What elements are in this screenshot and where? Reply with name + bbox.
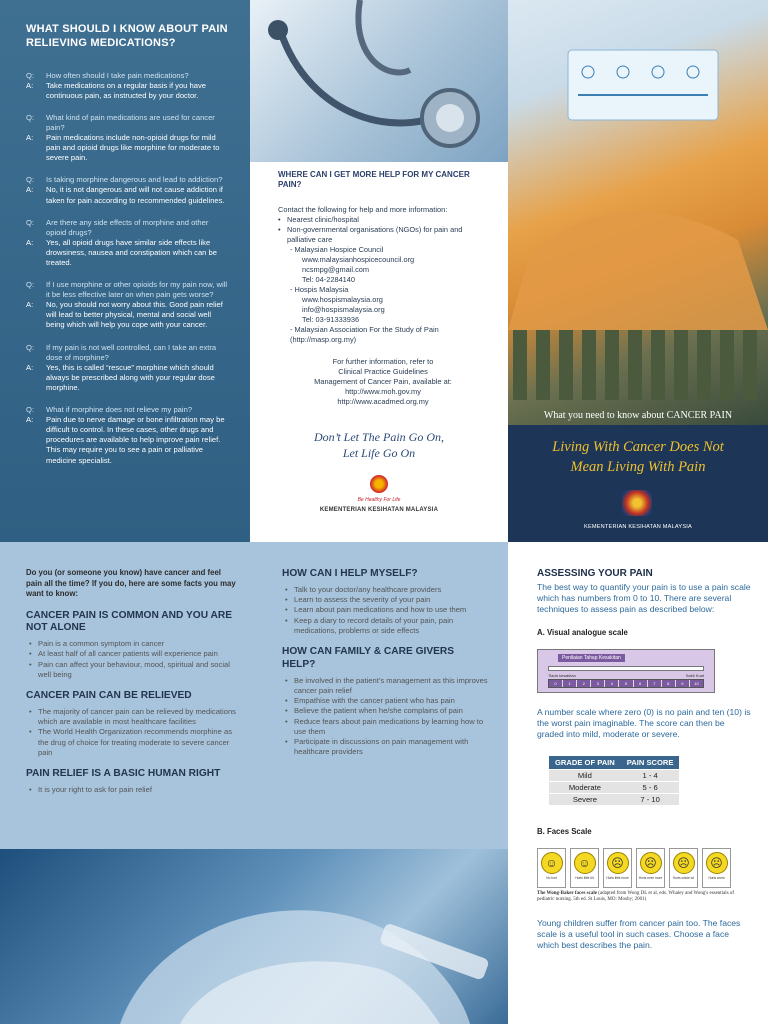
faq-title: WHAT SHOULD I KNOW ABOUT PAIN RELIEVING MEDICATIONS? (26, 23, 228, 50)
answer-text: No, you should not worry about this. Good pain relief will lead to better physical, mental and social well being which will help you cope with your cancer. (46, 300, 223, 330)
face-label: Hurts worst (708, 876, 725, 881)
table-header: PAIN SCORE (621, 756, 680, 770)
acadmed-link[interactable]: http://www.acadmed.org.my (337, 396, 429, 406)
help-bullet: • Nearest clinic/hospital (278, 215, 488, 225)
info-column-left (26, 568, 236, 805)
pain-scale-photo-icon (508, 0, 768, 425)
list-item: • At least half of all cancer patients will experience pain (26, 649, 236, 659)
question-row (26, 343, 228, 363)
ngo-link[interactable]: www.hospismalaysia.org (302, 294, 383, 304)
answer-row (26, 81, 228, 101)
question-row (26, 280, 228, 300)
question-row (26, 71, 228, 81)
question-tag: Q: (26, 405, 35, 415)
answer-text: No, it is not dangerous and will not cause addiction if taken for pain according to recommended guidelines. (46, 185, 225, 205)
holding-hands-icon (0, 849, 508, 1024)
answer-row (26, 363, 228, 393)
pain-grade-table (549, 756, 679, 805)
answer-tag: A: (26, 362, 34, 372)
list-item: • It is your right to ask for pain relief (26, 785, 236, 795)
visual-analogue-scale (537, 649, 715, 693)
info-intro: Do you (or someone you know) have cancer and feel pain all the time? If you do, here are some facts you may want to know: (26, 568, 236, 599)
section-heading: HOW CAN FAMILY & CARE GIVERS HELP? (282, 646, 455, 670)
answer-tag: A: (26, 80, 34, 90)
section-list (282, 676, 490, 758)
section-list (282, 585, 490, 636)
info-column-right (282, 568, 490, 768)
crest-icon (622, 490, 652, 516)
list-item: • Believe the patient when he/she complains of pain (282, 706, 490, 716)
help-list (278, 215, 488, 245)
faces-heading: B. Faces Scale (537, 827, 592, 837)
question-text: If I use morphine or other opioids for my pain now, will it be less effective later on when pain gets worse? (46, 280, 228, 300)
faq-list (26, 71, 228, 466)
answer-tag: A: (26, 133, 34, 143)
list-item: • Learn about pain medications and how to use them (282, 605, 490, 615)
ngo-phone: Tel: 04-2284140 (302, 274, 356, 284)
ngo-name: - Hospis Malaysia (290, 284, 349, 294)
table-cell: Mild (549, 770, 621, 782)
help-intro: Contact the following for help and more information: (278, 204, 448, 214)
question-text: If my pain is not well controlled, can I take an extra dose of morphine? (46, 342, 217, 362)
question-tag: Q: (26, 342, 35, 352)
further-line: For further information, refer to (332, 356, 434, 366)
answer-text: Yes, all opioid drugs have similar side effects like drowsiness, nausea and constipation which can be treated. (46, 237, 217, 267)
ngo-list (278, 245, 488, 345)
face-item (636, 848, 665, 888)
section-heading: HOW CAN I HELP MYSELF? (282, 568, 418, 579)
faces-scale (537, 848, 751, 888)
vas-number: 5 (619, 680, 633, 687)
assessment-panel (508, 542, 768, 1024)
section-heading: CANCER PAIN IS COMMON AND YOU ARE NOT ALONE (26, 609, 233, 634)
cover-ministry: KEMENTERIAN KESIHATAN MALAYSIA (584, 524, 692, 530)
children-text: Young children suffer from cancer pain too. The faces scale is a useful tool in such cases. Choose a face which best describes the pain. (537, 917, 741, 950)
question-row (26, 113, 228, 133)
vas-number: 1 (563, 680, 577, 687)
list-item: • Participate in discussions on pain management with healthcare providers (282, 737, 490, 758)
question-text: Is taking morphine dangerous and lead to addiction? (46, 175, 223, 185)
info-panel (0, 542, 508, 849)
list-item: • Pain can affect your behaviour, mood, spiritual and social well being (26, 660, 236, 681)
face-icon: ☺ (574, 852, 596, 874)
question-tag: Q: (26, 112, 35, 122)
question-text: How often should I take pain medications? (46, 70, 189, 80)
section-list (26, 707, 236, 758)
vas-number-row (548, 679, 704, 688)
section-list (26, 639, 236, 680)
list-item: • Talk to your doctor/any healthcare providers (282, 585, 490, 595)
assessment-title: ASSESSING YOUR PAIN (537, 568, 653, 579)
faq-item (26, 113, 228, 163)
vas-left-label: Tiada kesakitan (548, 672, 576, 678)
answer-row (26, 238, 228, 268)
answer-row (26, 133, 228, 163)
ngo-name: - Malaysian Hospice Council (290, 244, 384, 254)
face-label: Hurts even more (638, 876, 663, 881)
ngo-link[interactable]: www.malaysianhospicecouncil.org (302, 254, 415, 264)
table-cell: 5 - 6 (621, 782, 680, 794)
list-item: • The majority of cancer pain can be relieved by medications which are available in most healthcare facilities (26, 707, 236, 728)
cover-title-line: Living With Cancer Does Not (552, 439, 724, 455)
answer-text: Pain medications include non-opioid drugs for mild pain and opioid drugs like morphine for moderate to severe pain. (46, 133, 220, 163)
citation-text: (adapted from Wong DL et al, eds. Whaley and Wong's essentials of pediatric nursing. 5th ed. St Louis, MO: Mosby; 2001) (537, 891, 735, 903)
table-header: GRADE OF PAIN (549, 756, 621, 770)
list-item: • The World Health Organization recommends morphine as the drug of choice for treating moderate to severe cancer pain (26, 727, 236, 758)
question-row (26, 175, 228, 185)
vas-number: 9 (676, 680, 690, 687)
answer-row (26, 185, 228, 205)
face-item (603, 848, 632, 888)
assessment-content (537, 568, 751, 951)
answer-row (26, 300, 228, 330)
faq-item (26, 405, 228, 466)
answer-text: Take medications on a regular basis if you have continuous pain, as instructed by your doctor. (46, 80, 206, 100)
section-heading: CANCER PAIN CAN BE RELIEVED (26, 690, 192, 702)
help-body (278, 170, 488, 406)
face-label: Hurts little more (606, 876, 629, 881)
answer-text: Pain due to nerve damage or bone infiltration may be difficult to control. In these cases, other drugs and procedures are available to help improve pain relief. This may require you to see a pain or palliative medicine specialist. (46, 415, 225, 465)
answer-row (26, 415, 228, 465)
question-tag: Q: (26, 280, 35, 290)
help-bullet: • Non-governmental organisations (NGOs) for pain and palliative care (278, 225, 488, 245)
face-item (537, 848, 566, 888)
stethoscope-image (250, 0, 508, 162)
faq-item (26, 343, 228, 393)
table-cell: 7 - 10 (621, 794, 680, 806)
question-tag: Q: (26, 70, 35, 80)
vas-number: 10 (694, 680, 699, 686)
slogan-line: Don’t Let The Pain Go On, (314, 430, 444, 444)
question-tag: Q: (26, 217, 35, 227)
vas-number: 8 (662, 680, 676, 687)
face-item (570, 848, 599, 888)
moh-link[interactable]: http://www.moh.gov.my (345, 386, 421, 396)
table-cell: Severe (549, 794, 621, 806)
answer-tag: A: (26, 237, 34, 247)
slogan (250, 430, 508, 461)
list-item: • Learn to assess the severity of your pain (282, 595, 490, 605)
vas-line (548, 666, 704, 671)
cover-caption: What you need to know about CANCER PAIN (543, 410, 733, 421)
face-item (669, 848, 698, 888)
cover-panel (508, 0, 768, 542)
answer-text: Yes, this is called “rescue” morphine which should always be prescribed along with your regular dose morphine. (46, 362, 215, 392)
list-item: • Empathise with the cancer patient who has pain (282, 696, 490, 706)
face-item (702, 848, 731, 888)
vas-number: 2 (577, 680, 591, 687)
question-row (26, 405, 228, 415)
table-row (549, 782, 679, 794)
table-header-row (549, 756, 679, 770)
ngo-phone: Tel: 03-91333936 (302, 314, 360, 324)
faq-item (26, 280, 228, 330)
vas-number: 6 (634, 680, 648, 687)
health-logo-icon (370, 475, 388, 493)
table-cell: 1 - 4 (621, 770, 680, 782)
further-info (278, 357, 488, 407)
ministry-footer (250, 475, 508, 513)
answer-tag: A: (26, 300, 34, 310)
faq-panel (0, 0, 250, 542)
face-label: No hurt (546, 876, 557, 881)
further-line: Clinical Practice Guidelines (338, 366, 428, 376)
section-list (26, 785, 236, 795)
question-text: What if morphine does not relieve my pain? (46, 405, 193, 415)
list-item: • Reduce fears about pain medications by learning how to use them (282, 717, 490, 738)
table-body (549, 770, 679, 806)
stethoscope-icon (250, 0, 508, 162)
citation-bold: The Wong-Baker faces scale (537, 891, 597, 897)
face-icon: ☹ (640, 852, 662, 874)
face-icon: ☹ (607, 852, 629, 874)
vas-number: 4 (605, 680, 619, 687)
vas-title: Penilaian Tahap Kesakitan (558, 654, 625, 662)
face-label: Hurts whole lot (672, 876, 695, 881)
list-item: • Keep a diary to record details of your pain, pain medications, problems or side effects (282, 616, 490, 637)
logo-tagline: Be Healthy For Life (357, 497, 401, 503)
help-panel (250, 0, 508, 542)
answer-tag: A: (26, 415, 34, 425)
face-icon: ☹ (673, 852, 695, 874)
cover-title (508, 438, 768, 477)
faq-item (26, 71, 228, 101)
vas-right-label: Sakit Kuat (685, 672, 704, 678)
faq-item (26, 175, 228, 205)
ngo-email[interactable]: ncsmpg@gmail.com (302, 264, 370, 274)
answer-tag: A: (26, 185, 34, 195)
table-cell: Moderate (549, 782, 621, 794)
question-tag: Q: (26, 175, 35, 185)
ngo-name: - Malaysian Association For the Study of Pain (http://masp.org.my) (290, 324, 439, 344)
list-item: • Pain is a common symptom in cancer (26, 639, 236, 649)
vas-number: 0 (549, 680, 563, 687)
vas-number: 7 (648, 680, 662, 687)
further-line: Management of Cancer Pain, available at: (314, 376, 452, 386)
slogan-line: Let Life Go On (342, 445, 416, 460)
face-icon: ☺ (541, 852, 563, 874)
vas-description: A number scale where zero (0) is no pain and ten (10) is the worst pain imaginable. The score can then be graded into mild, moderate or severe. (537, 706, 751, 739)
vas-heading: A. Visual analogue scale (537, 627, 628, 637)
vas-number: 3 (591, 680, 605, 687)
ministry-name: KEMENTERIAN KESIHATAN MALAYSIA (319, 507, 439, 513)
table-row (549, 770, 679, 782)
face-icon: ☹ (706, 852, 728, 874)
face-label: Hurts little bit (575, 876, 594, 881)
section-heading: PAIN RELIEF IS A BASIC HUMAN RIGHT (26, 768, 221, 780)
question-row (26, 218, 228, 238)
cover-title-line: Mean Living With Pain (570, 458, 706, 475)
help-title: WHERE CAN I GET MORE HELP FOR MY CANCER PAIN? (278, 170, 470, 190)
question-text: What kind of pain medications are used for cancer pain? (46, 112, 215, 132)
list-item: • Be involved in the patient’s management as this improves cancer pain relief (282, 676, 490, 697)
table-row (549, 794, 679, 806)
hands-photo (0, 849, 508, 1024)
cover-photo (508, 0, 768, 425)
faq-item (26, 218, 228, 268)
question-text: Are there any side effects of morphine and other opioid drugs? (46, 217, 209, 237)
assessment-intro: The best way to quantify your pain is to use a pain scale which has numbers from 0 to 10. There are several techniques to assess pain as described below: (537, 582, 751, 615)
faces-citation (537, 891, 751, 904)
ngo-email[interactable]: info@hospismalaysia.org (302, 304, 385, 314)
